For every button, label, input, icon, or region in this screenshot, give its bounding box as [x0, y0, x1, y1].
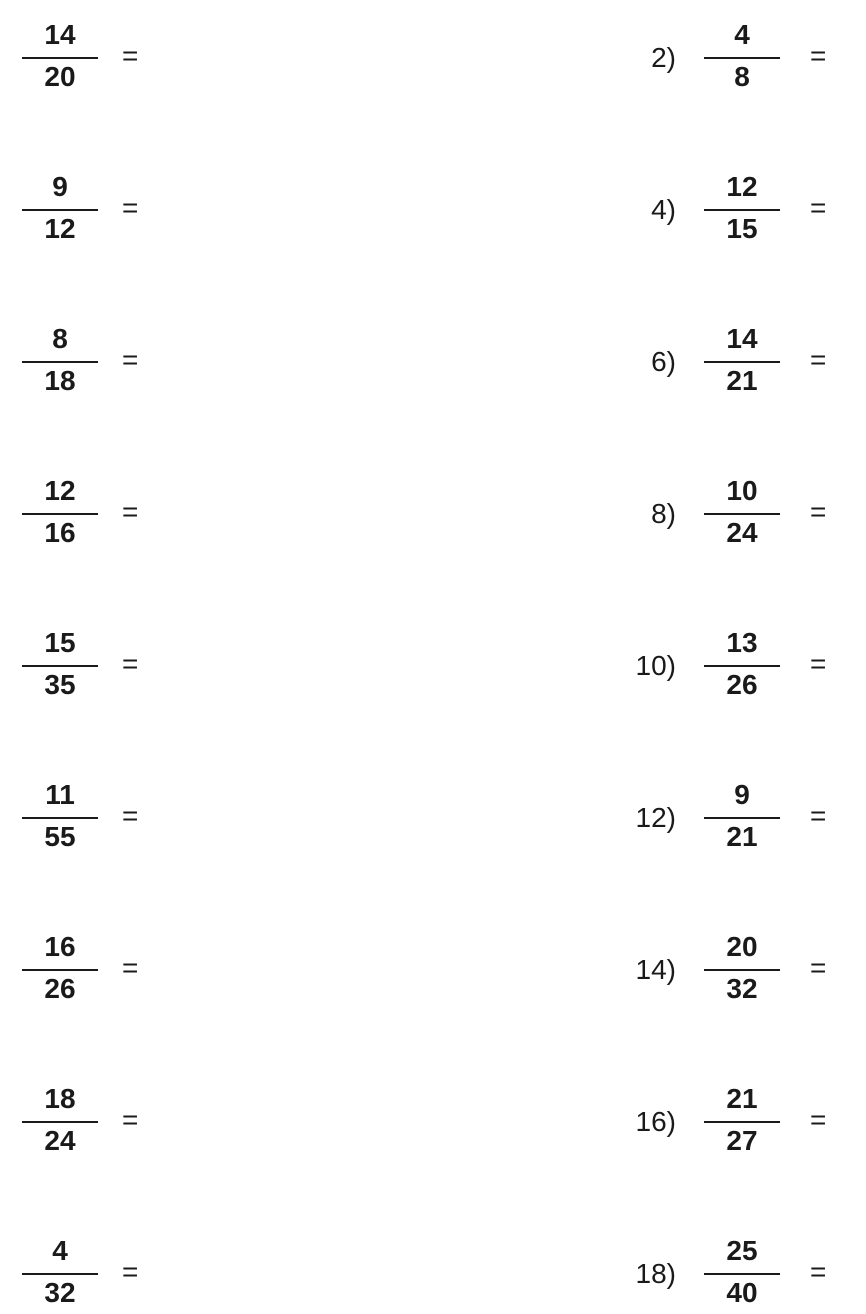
fraction-problem [0, 1234, 866, 1314]
equals-sign: = [122, 648, 139, 679]
numerator: 8 [52, 323, 68, 354]
problem-number: 18) [635, 1258, 676, 1289]
numerator: 9 [52, 171, 68, 202]
numerator: 4 [52, 1235, 68, 1266]
equals-sign: = [122, 344, 139, 375]
numerator: 12 [726, 171, 758, 202]
fraction [704, 1082, 780, 1162]
equals-sign: = [810, 1256, 827, 1287]
problem-number: 2) [651, 42, 676, 73]
fraction-problem [0, 930, 866, 1010]
numerator: 21 [726, 1083, 758, 1114]
denominator: 24 [44, 1125, 76, 1156]
numerator: 9 [734, 779, 750, 810]
fraction-bar [704, 513, 780, 515]
fraction [704, 1234, 780, 1314]
fraction [704, 778, 780, 858]
fraction [704, 170, 780, 250]
numerator: 14 [44, 19, 76, 50]
denominator: 16 [44, 517, 76, 548]
equals-sign: = [810, 952, 827, 983]
equals-sign: = [122, 1256, 139, 1287]
numerator: 14 [726, 323, 758, 354]
problem-number: 6) [651, 346, 676, 377]
denominator: 24 [726, 517, 758, 548]
numerator: 20 [726, 931, 758, 962]
fraction-bar [704, 1121, 780, 1123]
denominator: 35 [44, 669, 76, 700]
equals-sign: = [810, 1104, 827, 1135]
fraction-problem [0, 626, 866, 706]
numerator: 25 [726, 1235, 758, 1266]
fraction-problem [0, 1082, 866, 1162]
numerator: 4 [734, 19, 750, 50]
denominator: 8 [734, 61, 750, 92]
denominator: 40 [726, 1277, 758, 1308]
fraction [704, 626, 780, 706]
fraction-problem [0, 18, 866, 98]
fraction-bar [704, 665, 780, 667]
numerator: 10 [726, 475, 758, 506]
equals-sign: = [122, 800, 139, 831]
equals-sign: = [122, 40, 139, 71]
problem-number: 14) [635, 954, 676, 985]
denominator: 15 [726, 213, 758, 244]
problem-number: 10) [635, 650, 676, 681]
fraction-problem [0, 474, 866, 554]
numerator: 16 [44, 931, 76, 962]
denominator: 18 [44, 365, 76, 396]
equals-sign: = [810, 40, 827, 71]
denominator: 26 [44, 973, 76, 1004]
equals-sign: = [122, 952, 139, 983]
denominator: 21 [726, 365, 758, 396]
fraction-problem [0, 170, 866, 250]
fraction-bar [704, 1273, 780, 1275]
equals-sign: = [122, 192, 139, 223]
denominator: 26 [726, 669, 758, 700]
fraction [704, 930, 780, 1010]
fraction [704, 18, 780, 98]
fraction [704, 474, 780, 554]
fraction-problem [0, 322, 866, 402]
denominator: 27 [726, 1125, 758, 1156]
fraction-bar [704, 57, 780, 59]
equals-sign: = [810, 192, 827, 223]
denominator: 12 [44, 213, 76, 244]
problem-number: 16) [635, 1106, 676, 1137]
equals-sign: = [810, 496, 827, 527]
numerator: 13 [726, 627, 758, 658]
denominator: 32 [44, 1277, 76, 1308]
denominator: 20 [44, 61, 76, 92]
numerator: 18 [44, 1083, 76, 1114]
problem-number: 8) [651, 498, 676, 529]
denominator: 32 [726, 973, 758, 1004]
equals-sign: = [810, 344, 827, 375]
fraction-bar [704, 817, 780, 819]
problem-number: 12) [635, 802, 676, 833]
numerator: 15 [44, 627, 76, 658]
fraction-bar [704, 361, 780, 363]
equals-sign: = [810, 800, 827, 831]
equals-sign: = [122, 1104, 139, 1135]
fraction-bar [704, 969, 780, 971]
denominator: 21 [726, 821, 758, 852]
equals-sign: = [810, 648, 827, 679]
fraction-bar [704, 209, 780, 211]
numerator: 12 [44, 475, 76, 506]
numerator: 11 [45, 779, 75, 810]
denominator: 55 [44, 821, 76, 852]
fraction-problem [0, 778, 866, 858]
fraction [704, 322, 780, 402]
equals-sign: = [122, 496, 139, 527]
problem-number: 4) [651, 194, 676, 225]
